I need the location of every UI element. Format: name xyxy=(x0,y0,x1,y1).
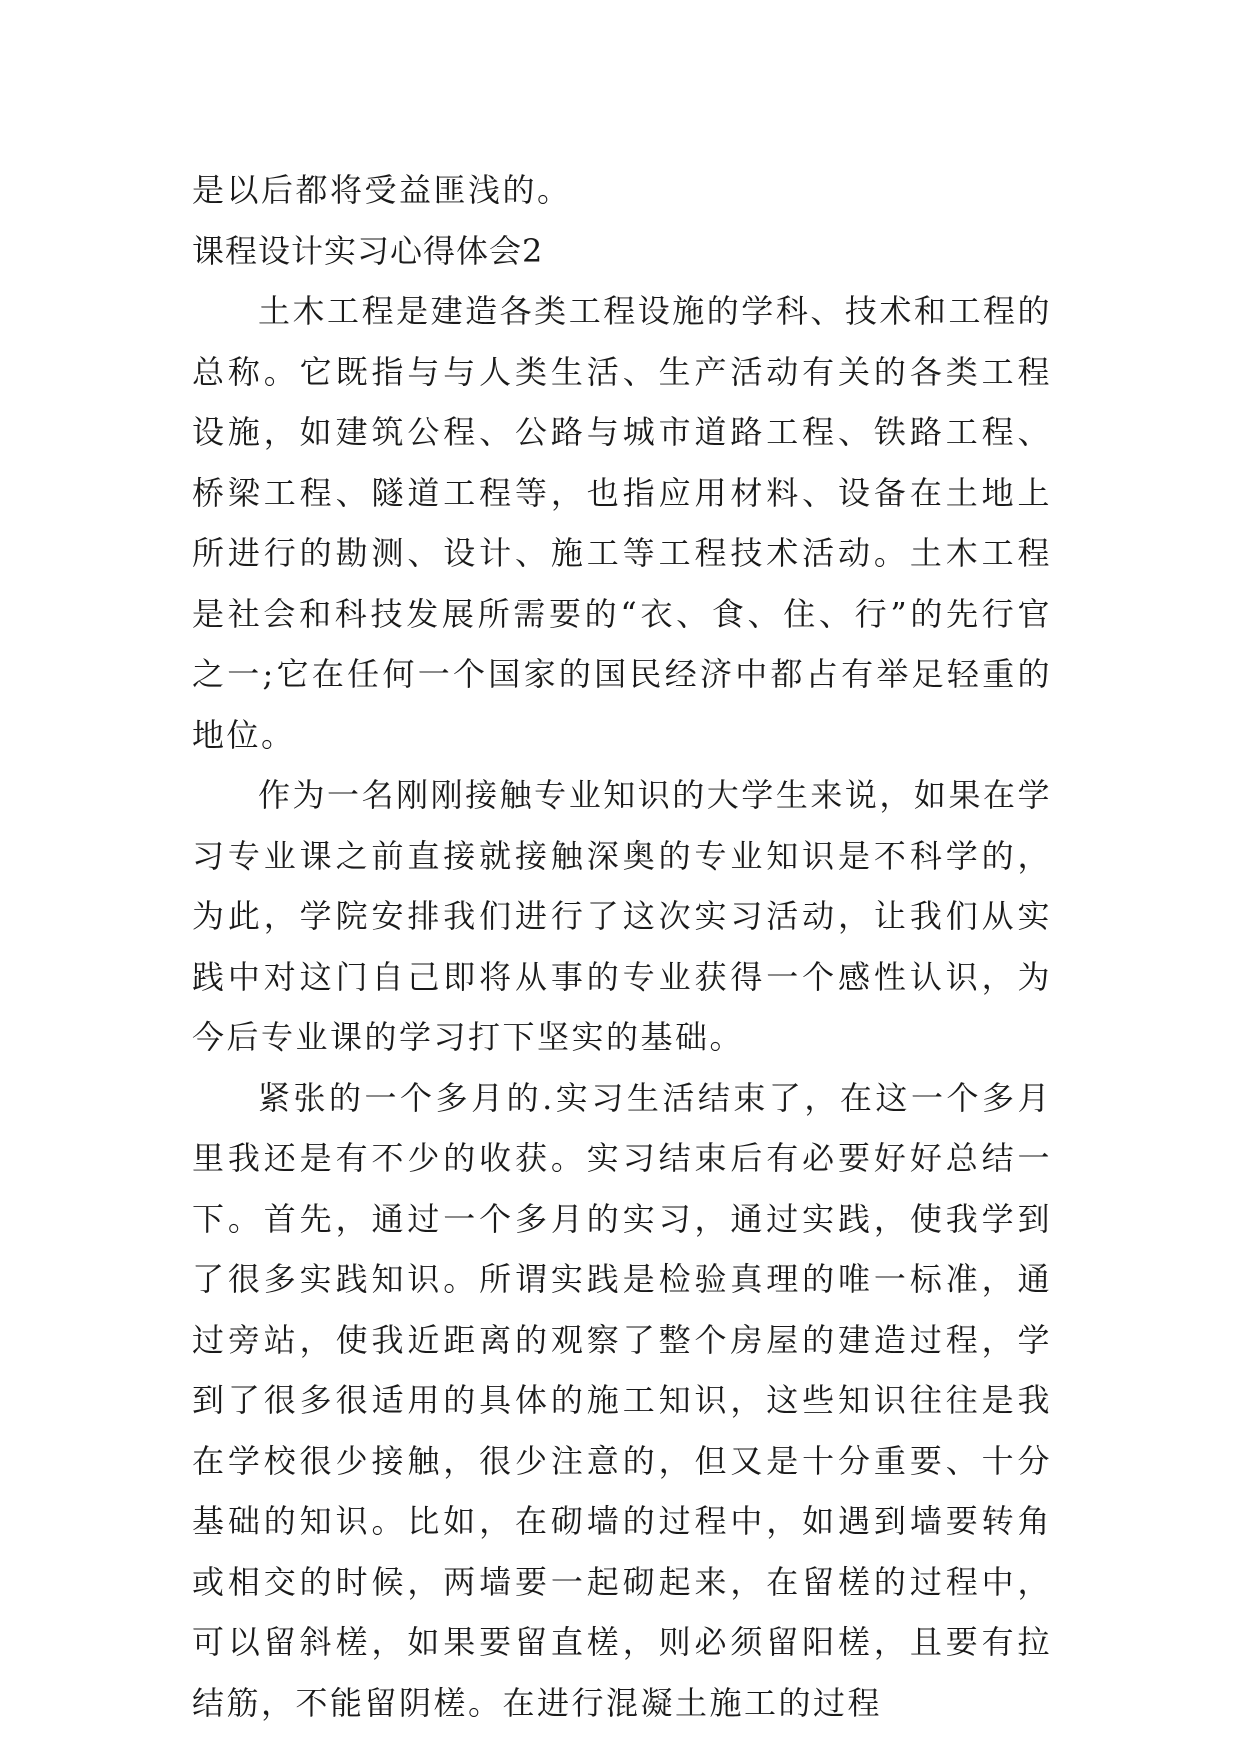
section-title: 课程设计实习心得体会2 xyxy=(192,231,544,270)
paragraph-2: 作为一名刚刚接触专业知识的大学生来说，如果在学习专业课之前直接就接触深奥的专业知识是不科学的，为此，学院安排我们进行了这次实习活动，让我们从实践中对这门自己即将从事的专业获得一个感性认识，为今后专业课的学习打下坚实的基础。 xyxy=(192,776,1052,1056)
document-body xyxy=(192,160,1052,1733)
paragraph-3: 紧张的一个多月的.实习生活结束了，在这一个多月里我还是有不少的收获。实习结束后有必要好好总结一下。首先，通过一个多月的实习，通过实践，使我学到了很多实践知识。所谓实践是检验真理的唯一标准，通过旁站，使我近距离的观察了整个房屋的建造过程，学到了很多很适用的具体的施工知识，这些知识往往是我在学校很少接触，很少注意的，但又是十分重要、十分基础的知识。比如，在砌墙的过程中，如遇到墙要转角或相交的时候，两墙要一起砌起来，在留槎的过程中，可以留斜槎，如果要留直槎，则必须留阳槎，且要有拉结筋，不能留阴槎。在进行混凝土施工的过程 xyxy=(192,1078,1052,1722)
lead-line: 是以后都将受益匪浅的。 xyxy=(192,171,572,209)
paragraph-1: 土木工程是建造各类工程设施的学科、技术和工程的总称。它既指与与人类生活、生产活动有关的各类工程设施，如建筑公程、公路与城市道路工程、铁路工程、桥梁工程、隧道工程等，也指应用材料、设备在土地上所进行的勘测、设计、施工等工程技术活动。土木工程是社会和科技发展所需要的“衣、食、住、行”的先行官之一;它在任何一个国家的国民经济中都占有举足轻重的地位。 xyxy=(192,292,1052,754)
